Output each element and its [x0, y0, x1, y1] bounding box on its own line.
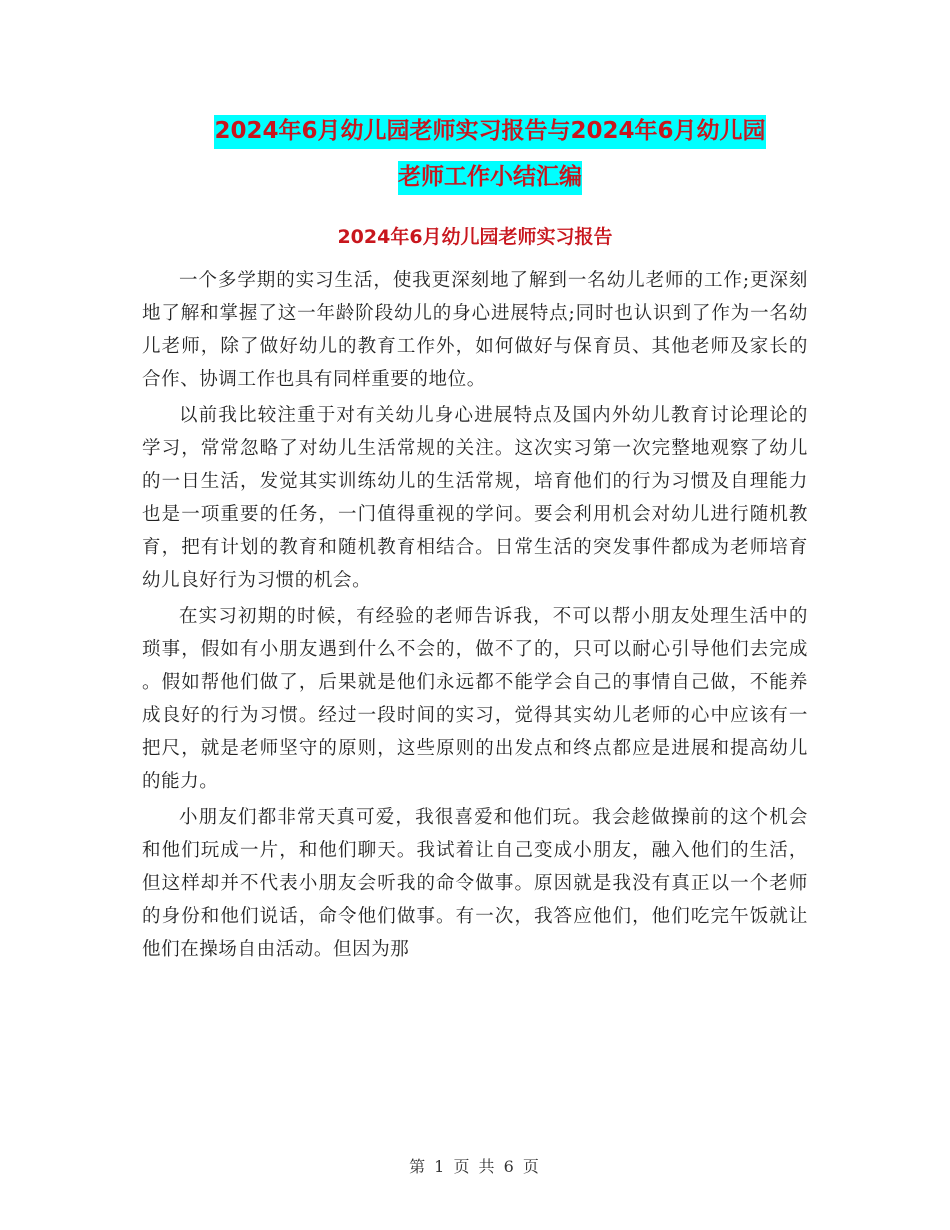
title-line-2: 老师工作小结汇编 — [398, 161, 582, 195]
document-title — [140, 108, 840, 200]
page-footer: 第 1 页 共 6 页 — [409, 1157, 541, 1176]
body-text — [142, 264, 808, 969]
paragraph: 一个多学期的实习生活，使我更深刻地了解到一名幼儿老师的工作;更深刻地了解和掌握了这一年龄阶段幼儿的身心进展特点;同时也认识到了作为一名幼儿老师，除了做好幼儿的教育工作外，如何做好与保育员、其他老师及家长的合作、协调工作也具有同样重要的地位。 — [142, 270, 808, 390]
paragraph: 在实习初期的时候，有经验的老师告诉我，不可以帮小朋友处理生活中的琐事，假如有小朋友遇到什么不会的，做不了的，只可以耐心引导他们去完成 。假如帮他们做了，后果就是他们永远都不能学会自己的事情自己做，不能养成良好的行为习惯。经过一段时间的实习，觉得其实幼儿老师的心中应该有一把尺，就是老师坚守的原则，这些原则的出发点和终点都应是进展和提高幼儿的能力。 — [142, 606, 808, 792]
title-line-1: 2024年6月幼儿园老师实习报告与2024年6月幼儿园 — [214, 115, 765, 149]
paragraph: 以前我比较注重于对有关幼儿身心进展特点及国内外幼儿教育讨论理论的学习，常常忽略了对幼儿生活常规的关注。这次实习第一次完整地观察了幼儿的一日生活，发觉其实训练幼儿的生活常规，培育他们的行为习惯及自理能力也是一项重要的任务，一门值得重视的学问。要会利用机会对幼儿进行随机教育，把有计划的教育和随机教育相结合。日常生活的突发事件都成为老师培育幼儿良好行为习惯的机会。 — [142, 405, 808, 591]
paragraph: 小朋友们都非常天真可爱，我很喜爱和他们玩。我会趁做操前的这个机会和他们玩成一片，和他们聊天。我试着让自己变成小朋友，融入他们的生活，但这样却并不代表小朋友会听我的命令做事。原因就是我没有真正以一个老师的身份和他们说话，命令他们做事。有一次，我答应他们，他们吃完午饭就让他们在操场自由活动。但因为那 — [142, 807, 808, 960]
section-title: 2024年6月幼儿园老师实习报告 — [337, 226, 613, 248]
